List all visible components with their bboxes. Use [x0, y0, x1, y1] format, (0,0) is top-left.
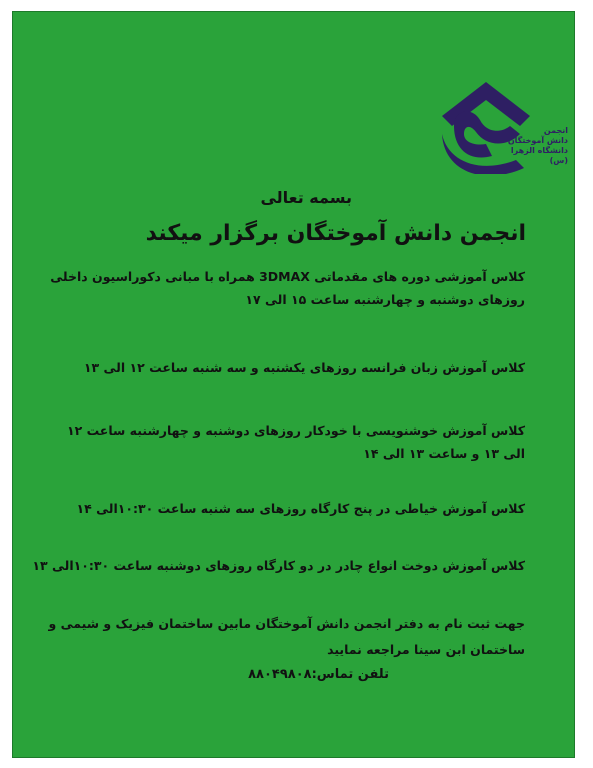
announcement-3dmax: [50, 265, 525, 311]
announcement-line: کلاس آموزشی دوره های مقدماتی 3DMAX همراه با مبانی دکوراسیون داخلی: [50, 269, 525, 284]
registration-line: ساختمان ابن سینا مراجعه نمایید: [327, 642, 525, 657]
logo-caption-line-1: انجمن: [543, 126, 568, 135]
announcement-line: کلاس آموزش خیاطی در پنج کارگاه روزهای سه شنبه ساعت ۱۰:۳۰الی ۱۴: [76, 501, 525, 516]
announcement-chador: [32, 554, 525, 577]
bismillah-heading: بسمه تعالی: [260, 188, 352, 207]
announcement-line: کلاس آموزش خوشنویسی با خودکار روزهای دوشنبه و چهارشنبه ساعت ۱۲: [66, 423, 525, 438]
registration-info: [48, 611, 525, 663]
logo-caption: [496, 126, 568, 166]
page-title: انجمن دانش آموختگان برگزار میکند: [145, 221, 526, 246]
logo-caption-line-2: دانش آموختگان: [507, 136, 568, 145]
contact-phone: تلفن تماس:۸۸۰۴۹۸۰۸: [248, 667, 389, 682]
announcement-calligraphy: [67, 419, 525, 465]
announcement-line: کلاس آموزش دوخت انواع چادر در دو کارگاه روزهای دوشنبه ساعت ۱۰:۳۰الی ۱۳: [32, 558, 525, 573]
announcement-line: روزهای دوشنبه و چهارشنبه ساعت ۱۵ الی ۱۷: [245, 292, 525, 307]
announcement-line: کلاس آموزش زبان فرانسه روزهای یکشنبه و سه شنبه ساعت ۱۲ الی ۱۳: [83, 360, 525, 375]
announcement-sewing: [77, 497, 525, 520]
alumni-association-logo: [440, 76, 568, 188]
announcement-french: [84, 356, 525, 379]
logo-caption-line-3: دانشگاه الزهرا (س): [510, 146, 568, 165]
announcement-poster: [12, 11, 575, 758]
announcement-line: الی ۱۳ و ساعت ۱۳ الی ۱۴: [363, 446, 525, 461]
registration-line: جهت ثبت نام به دفتر انجمن دانش آموختگان مابین ساختمان فیزیک و شیمی و: [48, 616, 525, 631]
